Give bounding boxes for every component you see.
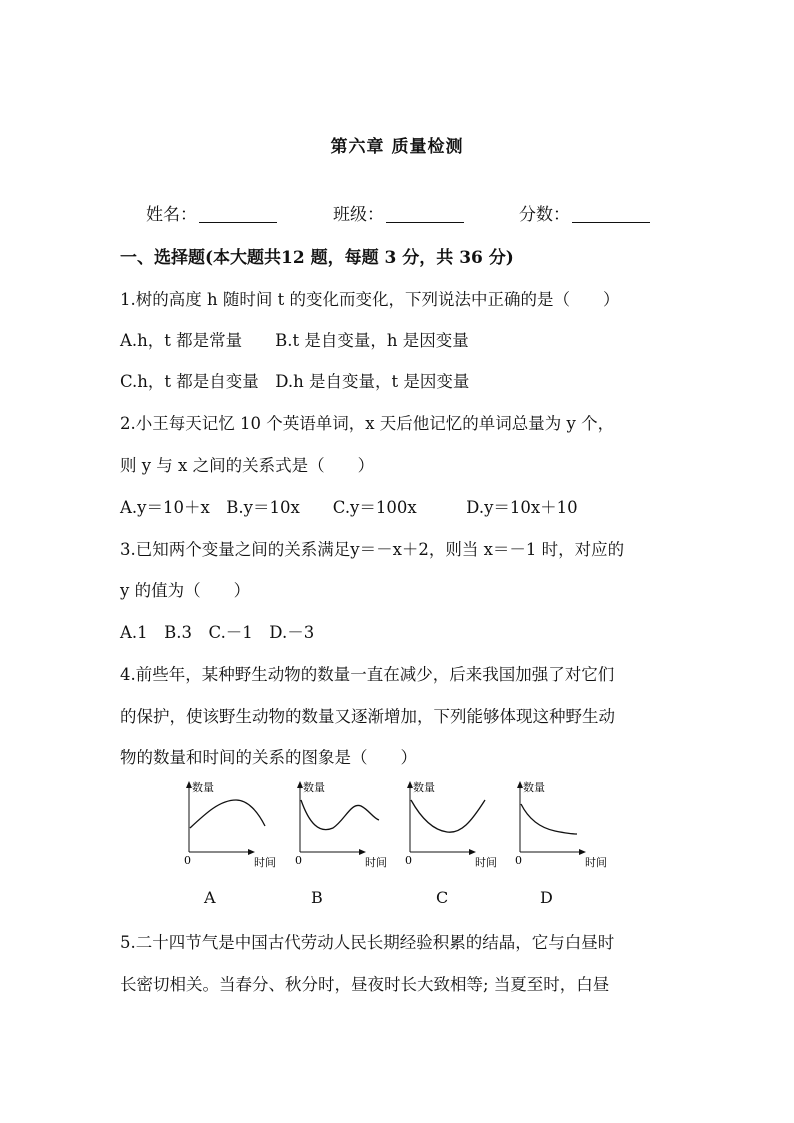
q2-stem-line2: 则 y 与 x 之间的关系式是（ ） — [120, 456, 375, 475]
graph-c-y-label: 数量 — [413, 781, 435, 794]
score-field — [519, 200, 650, 225]
graph-b-origin: 0 — [295, 854, 302, 867]
q4-stem-line2: 的保护，使该野生动物的数量又逐渐增加，下列能够体现这种野生动 — [120, 707, 615, 726]
name-label: 姓名： — [146, 205, 197, 225]
graph-a-x-label: 时间 — [254, 856, 276, 869]
q2-stem-line1: 2.小王每天记忆 10 个英语单词，x 天后他记忆的单词总量为 y 个， — [120, 414, 615, 433]
graph-a — [178, 778, 282, 870]
graph-d-x-label: 时间 — [585, 856, 607, 869]
q2-options: A.y＝10＋x B.y＝10x C.y＝100x D.y＝10x＋10 — [120, 498, 578, 517]
name-blank[interactable] — [199, 206, 277, 223]
graph-c — [399, 778, 503, 870]
graph-d-origin: 0 — [515, 854, 522, 867]
graph-b-y-label: 数量 — [303, 781, 325, 794]
class-field — [333, 200, 464, 225]
q5-stem-line2: 长密切相关。当春分、秋分时，昼夜时长大致相等; 当夏至时，白昼 — [120, 975, 610, 994]
graph-b-curve — [301, 800, 379, 830]
class-label: 班级： — [333, 205, 384, 225]
graph-b-x-label: 时间 — [365, 856, 387, 869]
q5-stem-line1: 5.二十四节气是中国古代劳动人民长期经验积累的结晶，它与白昼时 — [120, 933, 615, 952]
q3-stem-line1: 3.已知两个变量之间的关系满足y＝－x＋2，则当 x＝－1 时，对应的 — [120, 540, 625, 559]
q1-stem: 1.树的高度 h 随时间 t 的变化而变化，下列说法中正确的是（ ） — [120, 290, 620, 309]
graph-c-x-arrow — [469, 849, 476, 855]
graph-d-curve — [521, 804, 577, 834]
graph-b — [289, 778, 393, 870]
score-blank[interactable] — [572, 206, 650, 223]
class-blank[interactable] — [386, 206, 464, 223]
section-heading: 一、选择题(本大题共12 题，每题 3 分，共 36 分) — [120, 248, 514, 268]
graph-c-x-label: 时间 — [475, 856, 497, 869]
q3-stem-line2: y 的值为（ ） — [120, 581, 251, 600]
name-field — [146, 200, 277, 225]
graph-c-curve — [411, 800, 485, 832]
graph-b-letter: B — [311, 888, 323, 907]
graph-a-curve — [190, 800, 265, 828]
page-title: 第六章 质量检测 — [330, 137, 464, 157]
score-label: 分数： — [519, 205, 570, 225]
graph-d-x-arrow — [579, 849, 586, 855]
q1-options-row1: A.h，t 都是常量 B.t 是自变量，h 是因变量 — [120, 331, 469, 350]
graph-a-x-arrow — [248, 849, 255, 855]
q1-options-row2: C.h，t 都是自变量 D.h 是自变量，t 是因变量 — [120, 372, 470, 391]
graph-a-origin: 0 — [184, 854, 191, 867]
graph-d-letter: D — [540, 888, 553, 907]
q4-stem-line1: 4.前些年，某种野生动物的数量一直在减少，后来我国加强了对它们 — [120, 665, 615, 684]
graph-a-y-label: 数量 — [192, 781, 214, 794]
q4-stem-line3: 物的数量和时间的关系的图象是（ ） — [120, 748, 417, 767]
graph-d-y-label: 数量 — [523, 781, 545, 794]
graph-a-letter: A — [204, 888, 216, 907]
graph-b-x-arrow — [359, 849, 366, 855]
q3-options: A.1 B.3 C.－1 D.－3 — [120, 623, 315, 642]
graph-c-origin: 0 — [405, 854, 412, 867]
graph-c-letter: C — [436, 888, 449, 907]
graph-d — [509, 778, 613, 870]
